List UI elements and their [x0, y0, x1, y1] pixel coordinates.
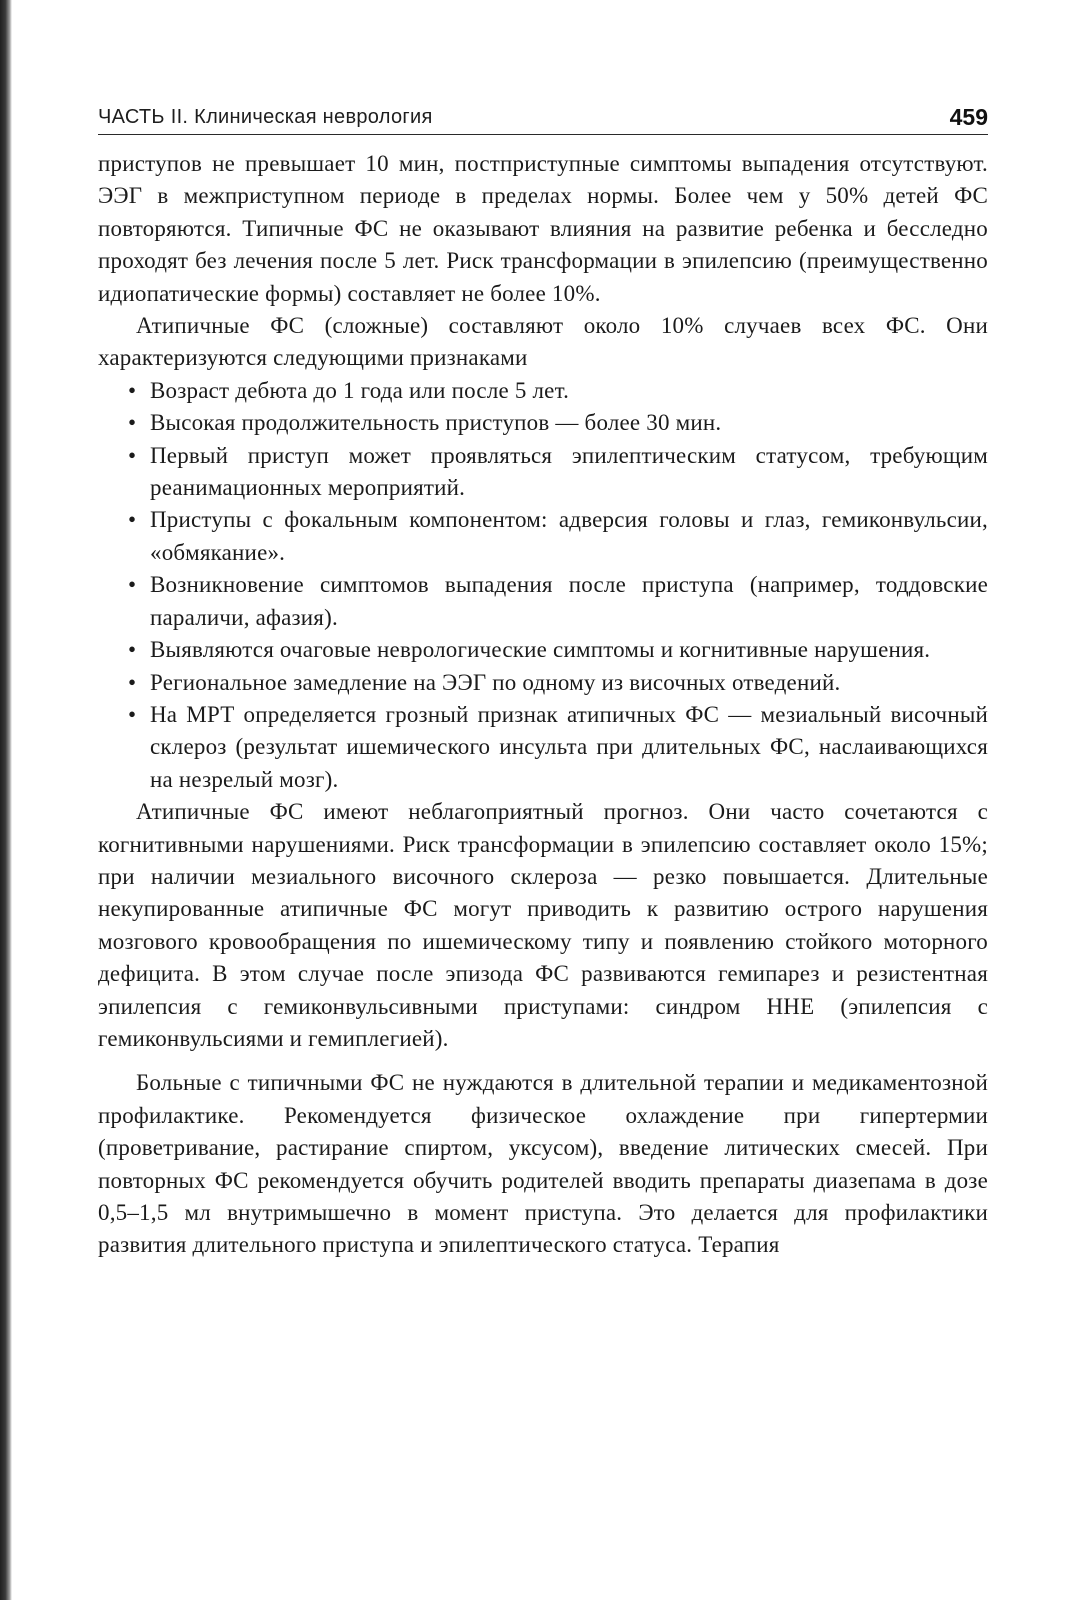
bullet-marker: •: [128, 701, 137, 727]
running-title: ЧАСТЬ II. Клиническая неврология: [98, 106, 433, 128]
atypical-signs-list: [98, 375, 988, 796]
list-item-text: Выявляются очаговые неврологические симптомы и когнитивные нарушения.: [150, 637, 931, 663]
list-item-text: Приступы с фокальным компонентом: адверсия головы и глаз, гемиконвульсии, «обмякание».: [150, 507, 988, 565]
list-item-text: Возраст дебюта до 1 года или после 5 лет.: [150, 377, 570, 403]
paragraph-continued: приступов не превышает 10 мин, постприступные симптомы выпадения отсутствуют. ЭЭГ в межприступном периоде в пределах нормы. Более чем у 50% детей ФС повторяются. Типичные ФС не оказывают влияния на развитие ребенка и бесследно проходят без лечения после 5 лет. Риск трансформации в эпилепсию (преимущественно идиопатические формы) составляет не более 10%.: [98, 151, 988, 306]
scanned-spine-edge: [0, 0, 12, 1600]
book-page: [98, 0, 988, 1600]
body-text: [98, 148, 988, 1262]
bullet-marker: •: [128, 507, 137, 533]
bullet-marker: •: [128, 572, 137, 598]
list-item: [98, 375, 988, 407]
bullet-marker: •: [128, 410, 137, 436]
bullet-marker: •: [128, 442, 137, 468]
list-item: [98, 634, 988, 666]
bullet-marker: •: [128, 669, 137, 695]
list-item: [98, 504, 988, 569]
list-item-text: Высокая продолжительность приступов — более 30 мин.: [150, 410, 722, 436]
list-item: [98, 407, 988, 439]
list-item-text: Первый приступ может проявляться эпилептическим статусом, требующим реанимационных мероприятий.: [150, 442, 988, 501]
list-item: [98, 569, 988, 634]
list-item-text: Возникновение симптомов выпадения после приступа (например, тоддовские параличи, афазия).: [150, 572, 988, 630]
list-item-text: Региональное замедление на ЭЭГ по одному из височных отведений.: [150, 669, 841, 695]
list-item-text: На МРТ определяется грозный признак атипичных ФС — мезиальный височный склероз (результат ишемического инсульта при длительных ФС, наслаивающихся на незрелый мозг).: [150, 701, 988, 792]
running-header: [98, 104, 988, 135]
paragraph-prognosis: Атипичные ФС имеют неблагоприятный прогноз. Они часто сочетаются с когнитивными нарушениями. Риск трансформации в эпилепсию составляет около 15%; при наличии мезиального височного склероза — резко повышается. Длительные некупированные атипичные ФС могут приводить к развитию острого нарушения мозгового кровообращения по ишемическому типу и появлению стойкого моторного дефицита. В этом случае после эпизода ФС развиваются гемипарез и резистентная эпилепсия с гемиконвульсивными приступами: синдром HHE (эпилепсия с гемиконвульсиями и гемиплегией).: [98, 799, 988, 1051]
list-item: [98, 667, 988, 699]
paragraph-treatment: Больные с типичными ФС не нуждаются в длительной терапии и медикаментозной профилактике. Рекомендуется физическое охлаждение при гипертермии (проветривание, растирание спиртом, уксусом), введение литических смесей. При повторных ФС рекомендуется обучить родителей вводить препараты диазепама в дозе 0,5–1,5 мл внутримышечно в момент приступа. Это делается для профилактики развития длительного приступа и эпилептического статуса. Терапия: [98, 1070, 988, 1258]
bullet-marker: •: [128, 377, 137, 403]
list-item: [98, 440, 988, 505]
page-number: 459: [949, 104, 988, 130]
list-item: [98, 699, 988, 796]
paragraph-atypical-intro: Атипичные ФС (сложные) составляют около 10% случаев всех ФС. Они характеризуются следующими признаками: [98, 313, 988, 371]
bullet-marker: •: [128, 637, 137, 663]
